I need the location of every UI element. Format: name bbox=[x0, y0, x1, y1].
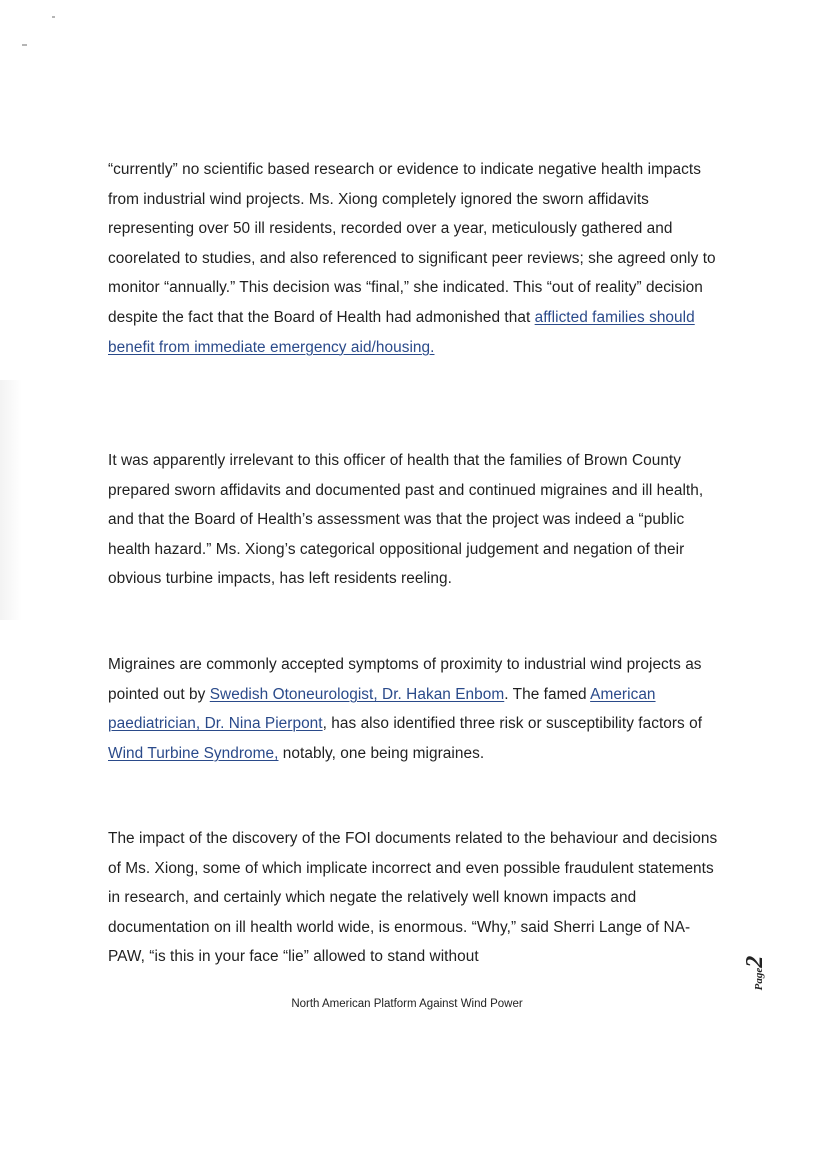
paragraph-3 bbox=[108, 650, 718, 768]
page-number-label: Page bbox=[753, 967, 765, 991]
paragraph-text: “currently” no scientific based research or evidence to indicate negative health impacts from industrial wind projects. Ms. Xiong completely ignored the sworn affidavits representing over 50 ill residents, recorded over a year, meticulously gathered and coorelated to studies, and also referenced to significant peer reviews; she agreed only to monitor “annually.” This decision was “final,” she indicated. This “out of reality” decision despite the fact that the Board of Health had admonished that bbox=[108, 161, 716, 326]
hyperlink[interactable]: Wind Turbine Syndrome, bbox=[108, 744, 279, 762]
paragraph-text: It was apparently irrelevant to this officer of health that the families of Brown County prepared sworn affidavits and documented past and continued migraines and ill health, and that the Board of Health’s assessment was that the project was indeed a “public health hazard.” Ms. Xiong’s categorical oppositional judgement and negation of their obvious turbine impacts, has left residents reeling. bbox=[108, 452, 704, 588]
hyperlink[interactable]: Swedish Otoneurologist, Dr. Hakan Enbom bbox=[209, 685, 505, 703]
scan-mark bbox=[22, 44, 27, 46]
paragraph-1 bbox=[108, 155, 718, 362]
scan-edge-shadow bbox=[0, 380, 22, 620]
paragraph-text: Migraines are commonly accepted symptoms of proximity to industrial wind projects as pointed out by bbox=[108, 656, 702, 703]
paragraph-4 bbox=[108, 824, 718, 972]
paragraph-text: notably, one being migraines. bbox=[278, 744, 485, 762]
paragraph-text: , has also identified three risk or susceptibility factors of bbox=[322, 715, 703, 733]
paragraph-2 bbox=[108, 446, 718, 594]
page-footer: North American Platform Against Wind Power bbox=[291, 998, 523, 1010]
paragraph-text: . The famed bbox=[504, 685, 591, 703]
page-number bbox=[742, 953, 788, 993]
hyperlink[interactable]: afflicted families should benefit from immediate emergency aid/housing. bbox=[108, 308, 695, 356]
page-number-value: 2 bbox=[742, 955, 768, 968]
paragraph-text: The impact of the discovery of the FOI documents related to the behaviour and decisions of Ms. Xiong, some of which implicate incorrect and even possible fraudulent statements in research, and certainly which negate the relatively well known impacts and documentation on ill health world wide, is enormous. “Why,” said Sherri Lange of NA-PAW, “is this in your face “lie” allowed to stand without bbox=[108, 830, 718, 966]
hyperlink[interactable]: American paediatrician, Dr. Nina Pierpont bbox=[108, 685, 656, 733]
scan-mark bbox=[52, 16, 55, 18]
